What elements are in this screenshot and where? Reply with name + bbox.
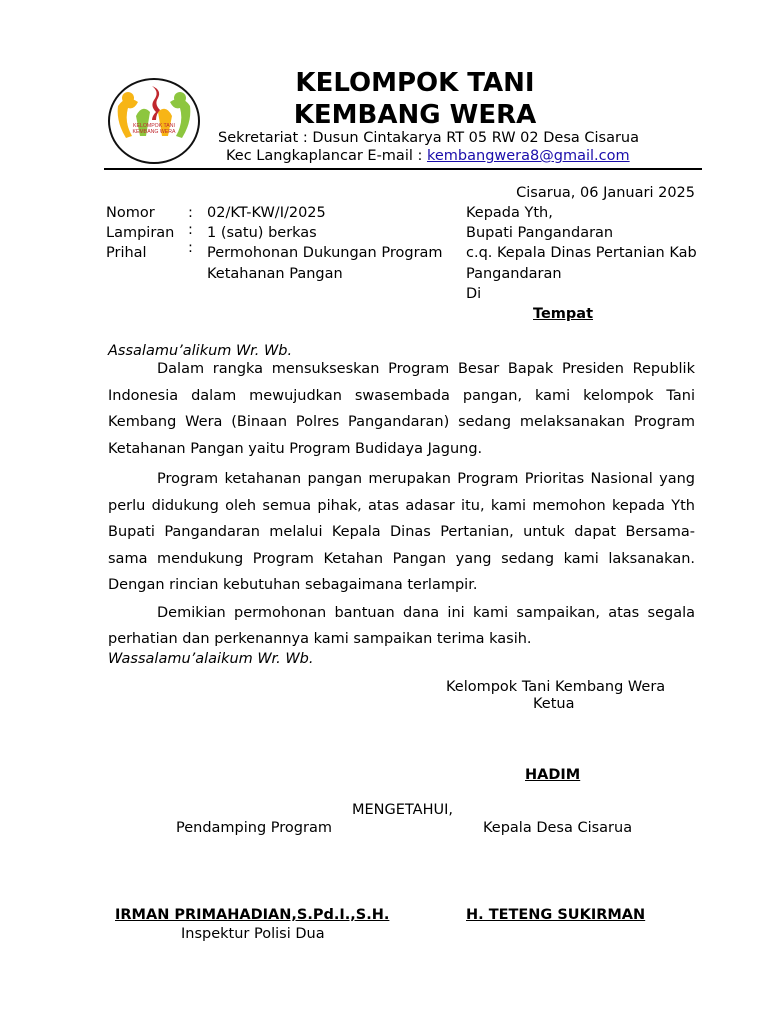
paragraph-2: Program ketahanan pangan merupakan Program Prioritas Nasional yang perlu didukung oleh semua pihak, atas adasar itu, kami memohon kepada Yth Bupati Pangandaran melalui Kepala Dinas Pertanian, untuk dapat Bersama-sama mendukung Program Ketahan Pangan yang sedang kami laksanakan. Dengan rincian kebutuhan sebagaimana terlampir. (108, 471, 695, 593)
recipient-place: Tempat (533, 306, 594, 322)
org-title-line1: KELOMPOK TANI (295, 68, 535, 98)
paragraph-3: Demikian permohonan bantuan dana ini kami sampaikan, atas segala perhatian dan perkenannya kami sampaikan terima kasih. (108, 604, 695, 647)
signer-name: HADIM (525, 767, 581, 783)
meta-value-prihal: Permohonan Dukungan Program (207, 245, 443, 261)
recipient-line2: Bupati Pangandaran (466, 225, 614, 241)
letter-body (108, 356, 695, 653)
signer-org: Kelompok Tani Kembang Wera (446, 679, 666, 695)
recipient-line1: Kepada Yth, (466, 205, 553, 221)
right-signer-name: H. TETENG SUKIRMAN (466, 907, 646, 923)
meta-sep-prihal: : (188, 240, 193, 256)
org-title-line2: KEMBANG WERA (293, 100, 537, 130)
signer-role: Ketua (533, 696, 575, 712)
address-line2-prefix: Kec Langkaplancar E-mail : (226, 148, 427, 164)
mengetahui-label: MENGETAHUI, (352, 802, 453, 818)
svg-text:KEMBANG WERA: KEMBANG WERA (132, 129, 176, 135)
closing-greeting: Wassalamu’alaikum Wr. Wb. (108, 651, 314, 667)
meta-label-nomor: Nomor (106, 205, 155, 221)
meta-value-prihal-line2: Ketahanan Pangan (207, 266, 343, 282)
right-signer-title: Kepala Desa Cisarua (483, 820, 633, 836)
address-line2 (226, 148, 630, 164)
meta-value-nomor: 02/KT-KW/I/2025 (207, 205, 326, 221)
left-signer-title: Pendamping Program (176, 820, 332, 836)
email-link[interactable]: kembangwera8@gmail.com (426, 148, 630, 164)
left-signer-rank: Inspektur Polisi Dua (181, 926, 325, 942)
meta-label-prihal: Prihal (106, 245, 147, 261)
recipient-line4: Pangandaran (466, 266, 562, 282)
recipient-line3: c.q. Kepala Dinas Pertanian Kab (466, 245, 697, 261)
recipient-line5: Di (466, 286, 482, 302)
meta-sep-lampiran: : (188, 222, 193, 238)
greeting: Assalamu’alikum Wr. Wb. (108, 343, 293, 359)
address-line1: Sekretariat : Dusun Cintakarya RT 05 RW 02 Desa Cisarua (218, 130, 640, 146)
header-divider (104, 168, 702, 170)
meta-value-lampiran: 1 (satu) berkas (207, 225, 317, 241)
place-date: Cisarua, 06 Januari 2025 (516, 185, 695, 201)
left-signer-name: IRMAN PRIMAHADIAN,S.Pd.I.,S.H. (115, 907, 390, 923)
paragraph-1: Dalam rangka mensukseskan Program Besar Bapak Presiden Republik Indonesia dalam mewujudkan swasembada pangan, kami kelompok Tani Kembang Wera (Binaan Polres Pangandaran) sedang melaksanakan Program Ketahanan Pangan yaitu Program Budidaya Jagung. (108, 361, 695, 457)
meta-label-lampiran: Lampiran (106, 225, 175, 241)
svg-text:KELOMPOK TANI: KELOMPOK TANI (133, 123, 175, 129)
meta-sep-nomor: : (188, 205, 193, 221)
